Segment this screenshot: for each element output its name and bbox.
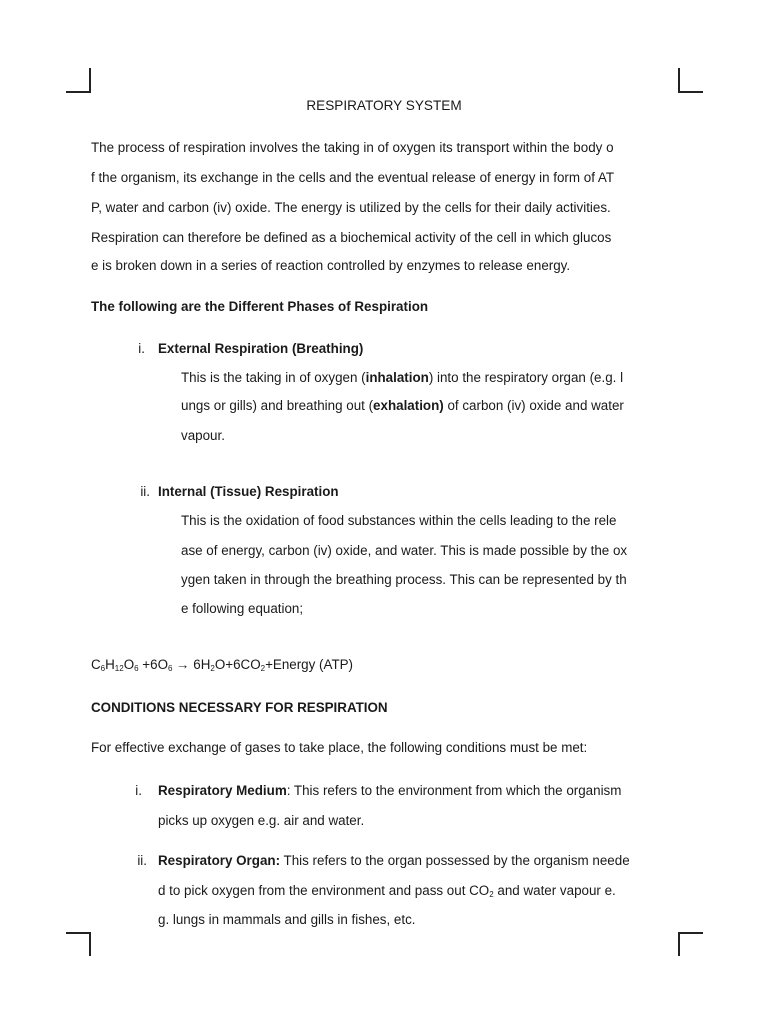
phases-heading: The following are the Different Phases of Respiration bbox=[91, 299, 429, 314]
phase1-line1: This is the taking in of oxygen (inhalation) into the respiratory organ (e.g. l bbox=[181, 370, 624, 385]
phase2-line: e following equation; bbox=[181, 601, 304, 616]
page-title: RESPIRATORY SYSTEM bbox=[306, 98, 462, 113]
crop-mark-bottom-left-h bbox=[66, 932, 91, 934]
intro-line: e is broken down in a series of reaction controlled by enzymes to release energy. bbox=[91, 258, 571, 273]
cond1-line2: picks up oxygen e.g. air and water. bbox=[158, 813, 365, 828]
phase1-line3: vapour. bbox=[181, 428, 225, 443]
cond2-line2: d to pick oxygen from the environment and pass out $CO_2$ and water vapour e. bbox=[158, 883, 616, 899]
phase2-line: This is the oxidation of food substances within the cells leading to the rele bbox=[181, 513, 617, 528]
phase2-numeral: ii. bbox=[140, 484, 150, 499]
cond2-numeral: ii. bbox=[137, 853, 147, 868]
intro-line: f the organism, its exchange in the cells and the eventual release of energy in form of AT bbox=[91, 170, 615, 185]
phase2-line: ygen taken in through the breathing process. This can be represented by th bbox=[181, 572, 627, 587]
crop-mark-bottom-left-v bbox=[89, 932, 91, 956]
conditions-heading: CONDITIONS NECESSARY FOR RESPIRATION bbox=[91, 700, 388, 715]
crop-mark-top-right-v bbox=[678, 68, 680, 92]
cond2-line1: Respiratory Organ: This refers to the organ possessed by the organism neede bbox=[158, 853, 630, 868]
cond1-line1: Respiratory Medium: This refers to the environment from which the organism bbox=[158, 783, 622, 798]
conditions-intro: For effective exchange of gases to take place, the following conditions must be met: bbox=[91, 740, 588, 755]
intro-line: Respiration can therefore be defined as a biochemical activity of the cell in which glucos bbox=[91, 230, 612, 245]
phase1-line2: ungs or gills) and breathing out (exhalation) of carbon (iv) oxide and water bbox=[181, 398, 624, 413]
crop-mark-bottom-right-v bbox=[678, 932, 680, 956]
intro-line: The process of respiration involves the taking in of oxygen its transport within the body o bbox=[91, 140, 614, 155]
phase2-heading: Internal (Tissue) Respiration bbox=[158, 484, 339, 499]
respiration-equation: $C_6H_{12}O_6 +6O_6$ → $6H_2O+6CO_2+Energy$ (ATP) bbox=[91, 657, 354, 673]
crop-mark-top-right-h bbox=[678, 91, 703, 93]
intro-line: P, water and carbon (iv) oxide. The energy is utilized by the cells for their daily activities. bbox=[91, 200, 611, 215]
phase1-numeral: i. bbox=[138, 341, 145, 356]
crop-mark-top-left-h bbox=[66, 91, 91, 93]
phase2-line: ase of energy, carbon (iv) oxide, and water. This is made possible by the ox bbox=[181, 543, 628, 558]
crop-mark-top-left-v bbox=[89, 68, 91, 92]
phase1-heading: External Respiration (Breathing) bbox=[158, 341, 364, 356]
crop-mark-bottom-right-h bbox=[678, 932, 703, 934]
cond1-numeral: i. bbox=[135, 783, 142, 798]
cond2-line3: g. lungs in mammals and gills in fishes, etc. bbox=[158, 912, 416, 927]
